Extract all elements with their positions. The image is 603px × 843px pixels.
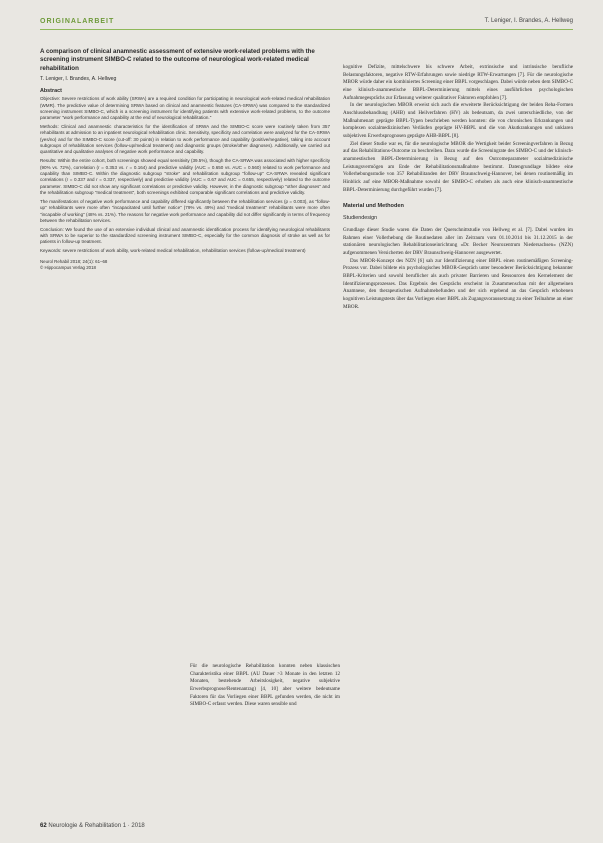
body-paragraph: Grundlage dieser Studie waren die Daten der Querschnittstudie von Hellweg et al. [7]. Dabei wurden im Rahmen einer Vollerhebung die Routinedaten aller im Zeitraum vom 01.10.2014 bis 31.12.2015 in der stationären neurologischen Rehabilitationseinrichtung »Dr. Becker Neurozentrum Niedersachsen« (NZN) aufgenommenen Versicherten der DRV Braunschweig-Hannover ausgewertet. (343, 227, 573, 257)
running-authors: T. Leniger, I. Brandes, A. Hellweg (484, 18, 573, 24)
body-column-middle (190, 663, 340, 709)
body-paragraph: kognitive Defizite, mittelschwere bis schwere Arbeit, extrinsische und intrinsische berufliche Belastungsfaktoren, negative RTW-Erfahrungen sowie niedrige RTW-Erwartungen [7]. Für die neurologische MBOR würde daher ein kombiniertes Screening einer BBPL vorgeschlagen. Dabei würde neben dem SIMBO-C eine klinisch-anamnestische BBPL-Determinierung mittels eines ausführlichen psychologischen Aufnahmegesprächs zur Erfassung weiterer qualitativer Faktoren empfohlen [7]. (343, 64, 573, 101)
abstract-methods: Methods: Clinical and anamnestic characteristics for the identification of SRWA and the SIMBO-C score were routinely taken from 357 rehabilitants at admission to an inpatient neurological rehabilitation clinic. Sensitivity, specificity and correlation were analyzed for the CA-SRWA (yes/no) and for the SIMBO-C score (cut-off: 30 points) in relation to work performance and capability (positive/negative), taking into account subgroups of rehabilitation services (follow-up/medical treatment) and diagnostic groups (stroke/other diagnoses). Additionally, we carried out quantitative and qualitative analyses of negative work performance and capability. (40, 124, 330, 155)
abstract-column (40, 48, 330, 271)
abstract-body (40, 96, 330, 246)
body-column-right (343, 64, 573, 311)
body-paragraph: Das MBOR-Konzept des NZN [6] sah zur Identifizierung einer BBPL einen routinemäßigen Screening-Prozess vor. Dabei bildete ein psychologisches MBOR-Gespräch unter besonderer Berücksichtigung bekannter BBPL-Kriterien und sowohl beruflicher als auch privater Barrieren und Ressourcen den Kernelement der Identifizierungsprozesses. Das Ergebnis des Gesprächs erscheint in Zusammenschau mit der allgemeinen Anamnese, den therapeutischen Aufnahmebefunden und der sich ergebend an das Gespräch erhobenen kognitiven Leistungstests über das Vorliegen einer BBPL als Zugangsvoraussetzung zu einer Teilnahme an einer MBOR. (343, 257, 573, 310)
abstract-keywords: Keywords: severe restrictions of work ability, work-related medical rehabilitation, rehabilitation services (follow-up/medical treatment) (40, 248, 306, 254)
section-label: ORIGINALARBEIT (40, 18, 115, 25)
header-rule (40, 29, 573, 30)
section-heading: Material und Methoden (343, 203, 404, 210)
copyright-line: © Hippocampus Verlag 2018 (40, 264, 96, 270)
journal-name: Neurologie & Rehabilitation 1 · 2018 (48, 823, 145, 829)
body-paragraph: Ziel dieser Studie war es, für die neurologische MBOR die Wertigkeit beider Screeningverfahren in Bezug auf das Rehabilitations-Outcome zu beschreiben. Dazu wurde die Screeningrate des SIMBO-C und der klinisch-anamnestischen BBPL-Determinierung in Bezug auf den Outcomeparameter sozialmedizinische Leistungsvermögen am Ende der Rehabilitationsmaßnahme bestimmt. Datengrundlage bildete eine Vollerhebungsstudie von 357 Rehabilitanden der DRV Braunschweig-Hannover, bei denen routinemäßig im Hinblick auf eine MBOR-Maßnahme sowohl der SIMBO-C erhoben als auch eine klinisch-anamnestische BBPL-Determinierung durchgeführt wurden [7]. (343, 140, 573, 193)
abstract-results: Results: Within the entire cohort, both screenings showed equal sensitivity (39.5%), though the CA-SRWA was associated with higher specificity (90% vs. 72%), correlation (r = 0.353 vs. r = 0.164) and predictive validity (AUC = 0.650 vs. AUC = 0.560) related to work performance and capability than SIMBO-C. Within the diagnostic subgroup "stroke" and rehabilitation subgroup "follow-up" CA-SRWA revealed significant correlations (r = 0.337 and r = 0.337, respectively) and predictive validity (AUC = 0.67 and AUC = 0.655, respectively) related to the outcome parameter. SIMBO-C did not show any significant correlations or predictive validity. However, in the diagnostic subgroup "other diagnoses" and the rehabilitation subgroup "medical treatment", both screenings exhibited comparable significant correlations and predictive validity. (40, 158, 330, 196)
abstract-heading: Abstract (40, 88, 62, 95)
abstract-objective: Objective: Severe restrictions of work ability (SRWA) are a required condition for participating in neurological work-related medical rehabilitation (WMR). The predictive value of determining SRWA based on clinical and anamnestic features (CA-SRWA) was compared to the standardized screening instrument SIMBO-C, which is a screening instrument for identifying patients with extensive work-related problems, to the outcome parameter "work performance and capability at the end of neurological rehabilitation." (40, 96, 330, 121)
body-paragraph: Für die neurologische Rehabilitation konnten neben klassischen Charakteristika einer BBPL (AU Dauer >3 Monate in den letzten 12 Monaten, bestehende Arbeitslosigkeit, negative subjektive Erwerbsprognose/Rentenantrag) [4, 10] aber weitere bedeutsame Faktoren für das Vorliegen einer BBPL gefunden werden, die nicht im SIMBO-C erfasst werden. Diese waren sensible und (190, 663, 340, 708)
subsection-heading: Studiendesign (343, 215, 378, 222)
article-title: A comparison of clinical anamnestic assessment of extensive work-related problems with the screening instrument SIMBO-C related to the outcome of neurological work-related medical rehabilitation (40, 48, 315, 72)
abstract-results-2: The manifestations of negative work performance and capability differed significantly between the rehabilitation services (p = 0.003), as "follow-up" rehabilitants were more often "incapacitated until further notice" (79% vs. 49%) and "medical treatment" rehabilitants were more often "incapable of working" (48% vs. 21%). The reasons for negative work performance and capability did not differ significantly in terms of frequency between the rehabilitation services. (40, 198, 330, 223)
page-footer (40, 823, 145, 829)
page-number: 62 (40, 823, 47, 829)
citation-line: Neurol Rehabil 2018; 24(1): 61–68 (40, 258, 108, 264)
article-authors: T. Leniger, I. Brandes, A. Hellweg (40, 76, 117, 83)
abstract-conclusion: Conclusion: We found the use of an extensive individual clinical and anamnestic identification process for identifying neurological rehabilitants with SRWA to be superior to the standardized screening instrument SIMBO-C, especially for the common diagnosis of stroke as well as for patients in follow-up treatment. (40, 226, 330, 245)
body-paragraph: In der neurologischen MBOR erweist sich auch die erweiterte Berücksichtigung der beiden Reha-Formen Anschlussbehandlung (AHB) und Heilverfahren (HV) als bedeutsam, da zwei unterschiedliche, von der Maßnahmenart geprägte BBPL-Typen beschrieben werden konnten: die von chronischen Erkrankungen und komplexen sozialmedizinischen Verläufen geprägte HV-BBPL und die von Akutkrankungen und unklaren subjektiven Erwerbsprognosen geprägte AHB-BBPL [8]. (343, 102, 573, 139)
